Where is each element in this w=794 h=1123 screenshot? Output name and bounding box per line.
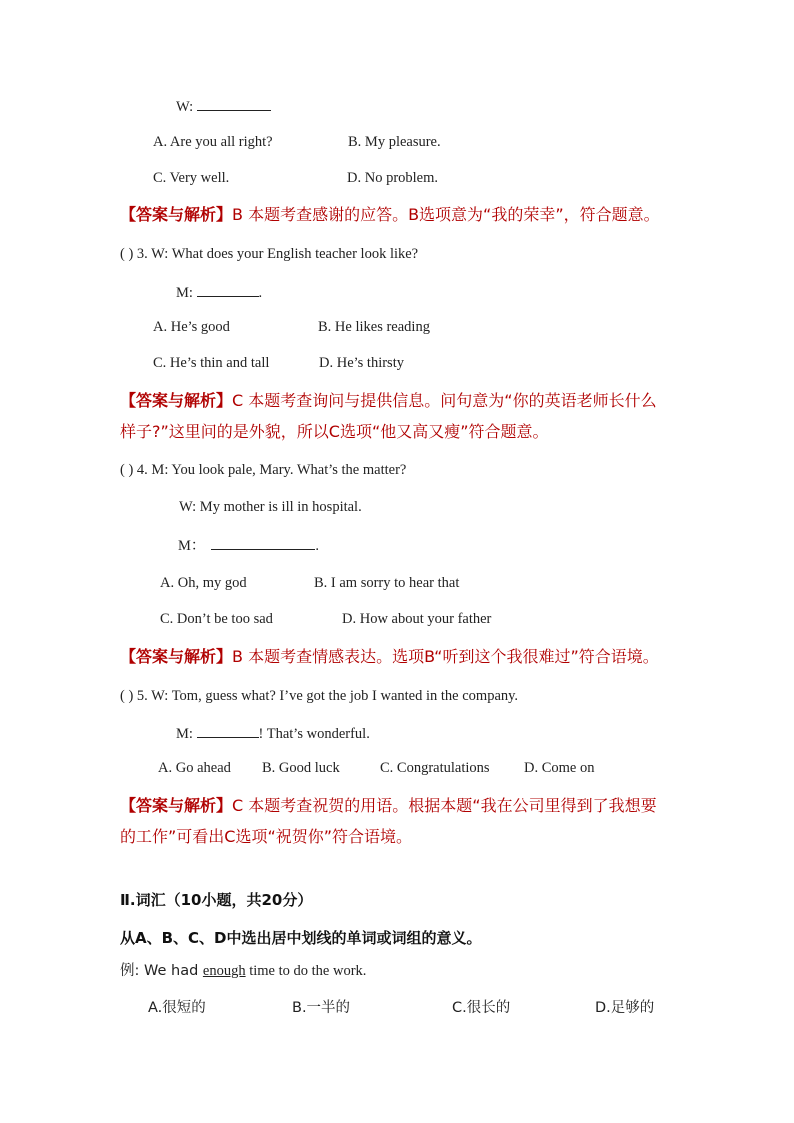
q5-option-b: B. Good luck <box>262 760 340 776</box>
q3-answer-line1: 【答案与解析】C 本题考查询问与提供信息。问句意为“你的英语老师长什么 <box>120 391 657 410</box>
section-instruction: 从A、B、C、D中选出居中划线的单词或词组的意义。 <box>120 929 482 947</box>
q4-m-line: M： . <box>178 535 319 555</box>
q5-question-line: ( ) 5. W: Tom, guess what? I’ve got the job I wanted in the company. <box>120 688 519 704</box>
q4-option-d: D. How about your father <box>342 611 492 627</box>
q2-option-b: B. My pleasure. <box>348 134 441 150</box>
section-title: Ⅱ.词汇（10小题，共20分） <box>120 891 313 909</box>
q4-answer: 【答案与解析】B 本题考查情感表达。选项B“听到这个我很难过”符合语境。 <box>120 647 659 666</box>
answer-blank[interactable] <box>211 535 315 550</box>
answer-blank[interactable] <box>197 723 259 738</box>
underlined-word: enough <box>202 963 246 979</box>
q4-w-line: W: My mother is ill in hospital. <box>179 499 362 515</box>
q5-option-c: C. Congratulations <box>380 760 490 776</box>
example-line: 例: We had enough time to do the work. <box>120 963 367 979</box>
q4-question-line: ( ) 4. M: You look pale, Mary. What’s the matter? <box>120 462 407 478</box>
q3-option-b: B. He likes reading <box>318 319 430 335</box>
q3-m-line: M: . <box>176 282 262 302</box>
q3-question-line: ( ) 3. W: What does your English teacher look like? <box>120 246 419 262</box>
q2-option-d: D. No problem. <box>347 170 439 186</box>
example-option-a: A.很短的 <box>148 1000 206 1016</box>
answer-blank[interactable] <box>197 282 259 297</box>
example-option-c: C.很长的 <box>452 1000 511 1016</box>
q4-option-a: A. Oh, my god <box>160 575 247 591</box>
q3-answer-line2: 样子?”这里问的是外貌，所以C选项“他又高又瘦”符合题意。 <box>120 422 549 441</box>
q2-w-line: W: <box>176 96 271 116</box>
q5-m-line: M: ! That’s wonderful. <box>176 723 370 743</box>
q4-option-b: B. I am sorry to hear that <box>314 575 460 591</box>
q2-option-a: A. Are you all right? <box>153 134 273 150</box>
q3-option-a: A. He’s good <box>153 319 230 335</box>
q2-option-c: C. Very well. <box>153 170 230 186</box>
example-option-d: D.足够的 <box>595 1000 655 1016</box>
q3-option-c: C. He’s thin and tall <box>153 355 270 371</box>
answer-blank[interactable] <box>197 96 271 111</box>
q5-option-d: D. Come on <box>524 760 595 776</box>
q5-option-a: A. Go ahead <box>158 760 231 776</box>
q5-answer-line1: 【答案与解析】C 本题考查祝贺的用语。根据本题“我在公司里得到了我想要 <box>120 796 657 815</box>
q3-option-d: D. He’s thirsty <box>319 355 404 371</box>
q4-option-c: C. Don’t be too sad <box>160 611 273 627</box>
q5-answer-line2: 的工作”可看出C选项“祝贺你”符合语境。 <box>120 827 413 846</box>
q2-answer: 【答案与解析】B 本题考查感谢的应答。B选项意为“我的荣幸”，符合题意。 <box>120 205 660 224</box>
example-option-b: B.一半的 <box>292 1000 351 1016</box>
